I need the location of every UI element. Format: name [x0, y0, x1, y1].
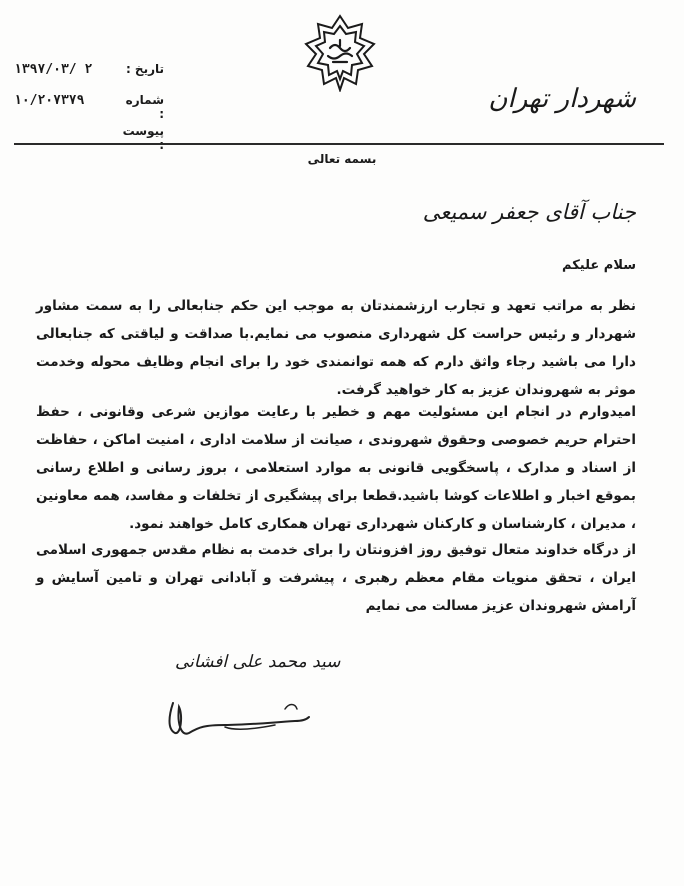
org-name: شهردار تهران	[488, 84, 636, 114]
greeting: سلام علیکم	[562, 258, 636, 273]
signature	[165, 695, 315, 745]
header-divider	[14, 143, 664, 145]
tehran-municipality-logo-icon	[300, 12, 380, 92]
paragraph-2: امیدوارم در انجام این مسئولیت مهم و خطیر با رعایت موازین شرعی وقانونی ، حفظ احترام حریم خصوصی وحقوق شهروندی ، صیانت از سلامت اداری ، امنیت اماکن ، حفاظت از اسناد و مدارک ، پاسخگویی قانونی به موارد استعلامی ، بروز رسانی و اطلاع رسانی بموقع اخبار و اطلاعات کوشا باشید.قطعا برای پیشگیری از تخلفات و مفاسد، همه معاونین ، مدیران ، کارشناسان و کارکنان شهرداری تهران همکاری کامل خواهند نمود.	[36, 404, 636, 532]
paragraph-1: نظر به مراتب تعهد و تجارب ارزشمندتان به موجب این حکم جنابعالی را به سمت مشاور شهردار و رئیس حراست کل شهرداری منصوب می نمایم.با صداقت و لیاقتی که جنابعالی دارا می باشید رجاء واثق دارم که همه توانمندی خود را برای انجام وظایف محوله وخدمت موثر به شهروندان عزیز به کار خواهید گرفت.	[36, 298, 636, 398]
letter-meta	[14, 62, 164, 155]
addressee: جناب آقای جعفر سمیعی	[422, 200, 636, 224]
date-value: ۱۳۹۷/۰۳/ ۲	[14, 62, 93, 77]
number-row	[14, 93, 164, 124]
bismillah: بسمه تعالی	[307, 152, 377, 166]
number-label: شماره :	[125, 93, 164, 121]
paragraph-3: از درگاه خداوند متعال توفیق روز افزونتان را برای خدمت به نظام مقدس جمهوری اسلامی ایران ، تحقق منویات مقام معظم رهبری ، پیشرفت و آبادانی تهران و تامین آسایش و آرامش شهروندان عزیز مسالت می نمایم	[36, 542, 636, 614]
signer-name: سید محمد علی افشانی	[175, 652, 341, 672]
number-value: ۱۰/۲۰۷۳۷۹	[14, 93, 85, 108]
date-row	[14, 62, 164, 93]
attachment-row	[14, 124, 164, 155]
date-label: تاریخ :	[125, 62, 164, 76]
attachment-label: پیوست :	[122, 124, 164, 152]
